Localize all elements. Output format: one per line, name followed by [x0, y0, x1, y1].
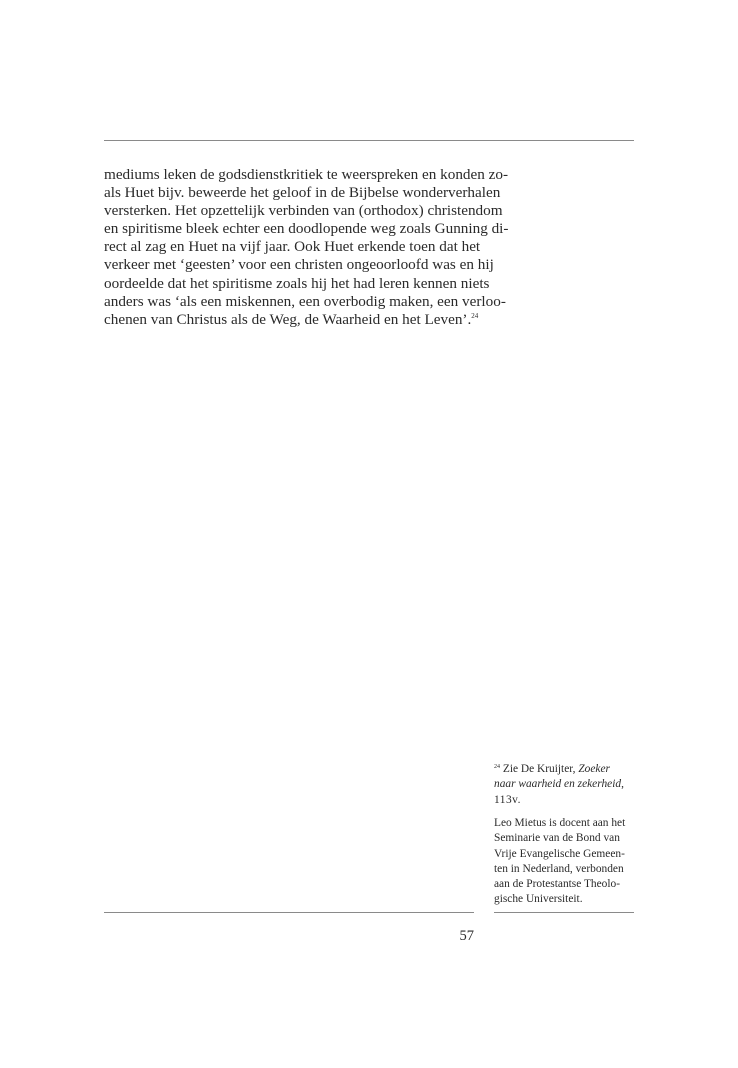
footnote-title-part2: naar waarheid en zekerheid — [494, 778, 622, 791]
body-line: oordeelde dat het spiritisme zoals hij het had leren kennen niets — [104, 274, 490, 292]
footnote-number: 24 — [494, 764, 500, 770]
page-number: 57 — [459, 928, 474, 944]
author-note-line: aan de Protestantse Theolo- — [494, 878, 620, 891]
body-paragraph — [104, 166, 509, 329]
bottom-divider-main — [104, 912, 474, 913]
footnote-reference[interactable]: 24 — [471, 311, 479, 320]
author-note-line: Vrije Evangelische Gemeen- — [494, 847, 625, 860]
body-line: en spiritisme bleek echter een doodlopende weg zoals Gunning di- — [104, 220, 509, 238]
body-line: mediums leken de godsdienstkritiek te weerspreken en konden zo- — [104, 166, 509, 183]
top-divider — [104, 140, 634, 141]
author-note-line: gische Universiteit. — [494, 893, 583, 906]
body-line: anders was ‘als een miskennen, een overbodig maken, een verloo- — [104, 292, 506, 310]
body-line: als Huet bijv. beweerde het geloof in de Bijbelse wonderverhalen — [104, 184, 501, 202]
author-note-line: Leo Mietus is docent aan het — [494, 817, 626, 829]
footnote-line — [494, 777, 639, 792]
footnote-punctuation: , — [621, 778, 624, 791]
body-line-text: chenen van Christus als de Weg, de Waarheid en het Leven’. — [104, 310, 472, 328]
author-note-line: ten in Nederland, verbonden — [494, 862, 624, 875]
body-line: rect al zag en Huet na vijf jaar. Ook Huet erkende toen dat het — [104, 238, 481, 256]
footnote — [494, 762, 639, 808]
footnote-title-part1: Zoeker — [578, 763, 610, 775]
footnote-text: Zie De Kruijter, — [502, 763, 579, 775]
bottom-divider-side — [494, 912, 634, 913]
author-note-line: Seminarie van de Bond van — [494, 832, 620, 845]
body-line: versterken. Het opzettelijk verbinden van (orthodox) christendom — [104, 202, 503, 220]
body-line: verkeer met ‘geesten’ voor een christen ongeoorloofd was en hij — [104, 256, 494, 274]
body-line-last — [104, 310, 479, 329]
footnote-line — [494, 762, 639, 777]
footnote-pages: 113v. — [494, 793, 521, 806]
author-note — [494, 816, 639, 908]
